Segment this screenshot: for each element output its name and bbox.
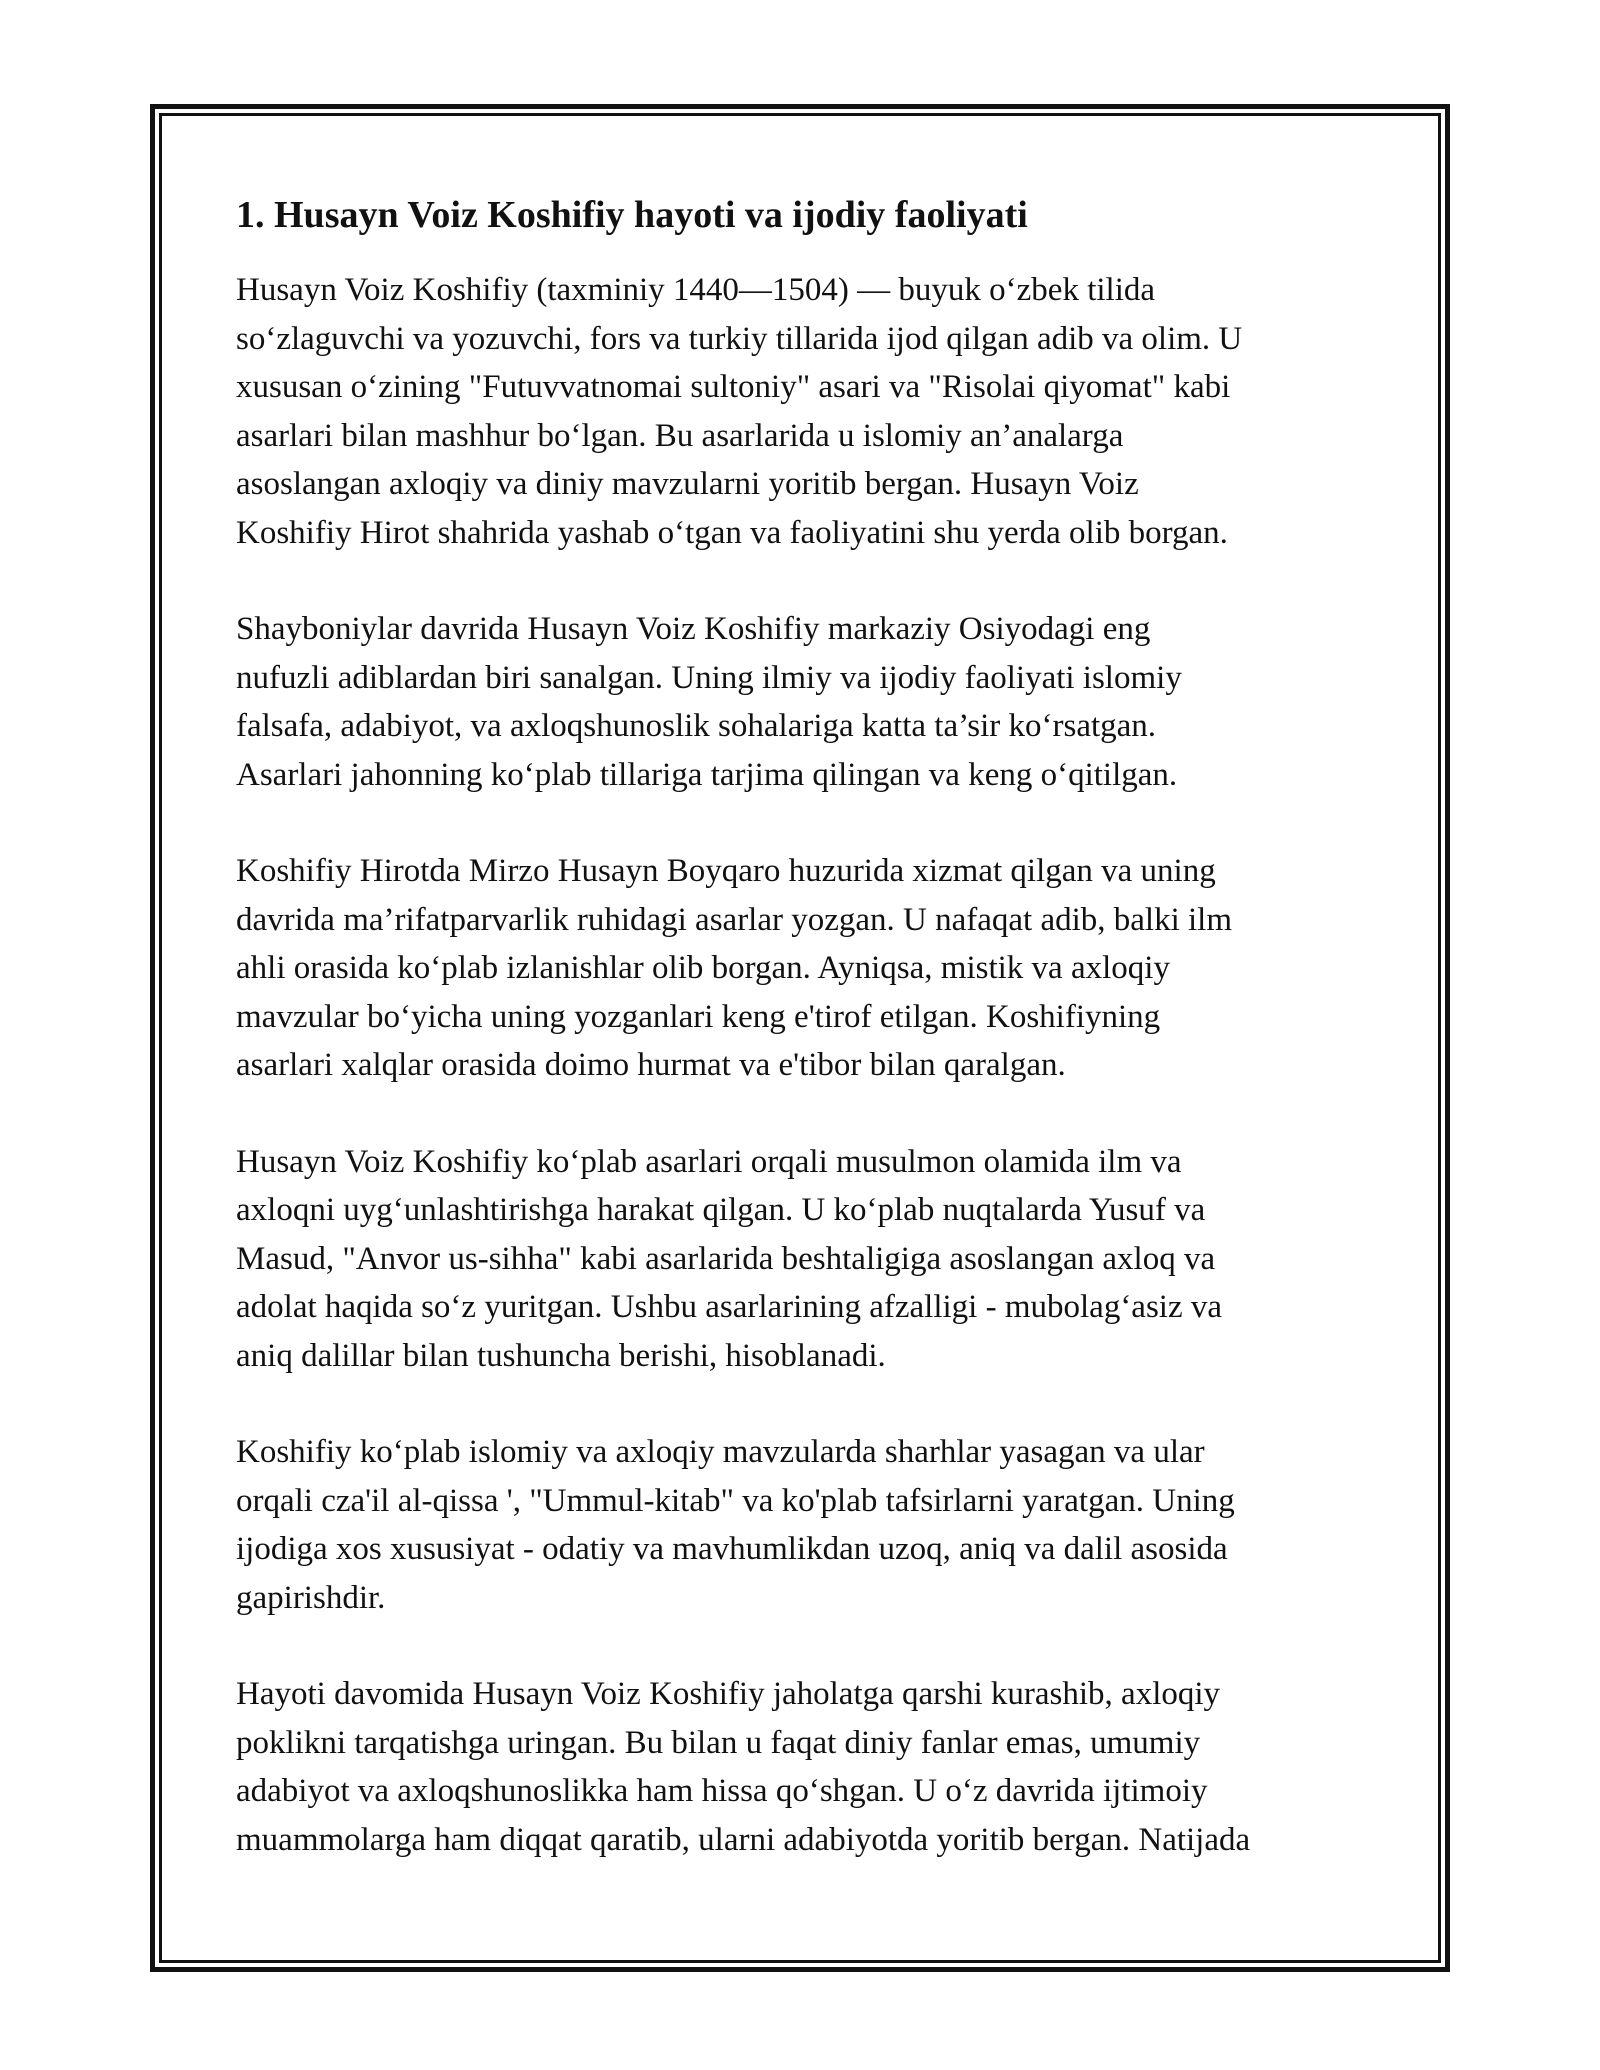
paragraph-1	[236, 266, 1376, 557]
text-line: adabiyot va axloqshunoslikka ham hissa qoʻshgan. U oʻz davrida ijtimoiy	[236, 1773, 1208, 1809]
text-line: soʻzlaguvchi va yozuvchi, fors va turkiy tillarida ijod qilgan adib va olim. U	[236, 320, 1243, 357]
text-line: xususan oʻzining "Futuvvatnomai sultoniy" asari va "Risolai qiyomat" kabi	[236, 369, 1231, 405]
text-line: Asarlari jahonning koʻplab tillariga tarjima qilingan va keng oʻqitilgan.	[236, 756, 1178, 793]
text-line: mavzular boʻyicha uning yozganlari keng e'tirof etilgan. Koshifiyning	[236, 998, 1161, 1035]
text-line: Shayboniylar davrida Husayn Voiz Koshifiy markaziy Osiyodagi eng	[236, 611, 1151, 647]
text-line: aniq dalillar bilan tushuncha berishi, hisoblanadi.	[236, 1337, 886, 1374]
text-line: Koshifiy Hirotda Mirzo Husayn Boyqaro huzurida xizmat qilgan va uning	[236, 853, 1216, 889]
paragraph-4	[236, 1138, 1376, 1381]
text-line: Husayn Voiz Koshifiy koʻplab asarlari orqali musulmon olamida ilm va	[236, 1143, 1182, 1180]
text-line: axloqni uygʻunlashtirishga harakat qilgan. U koʻplab nuqtalarda Yusuf va	[236, 1192, 1206, 1228]
document-body	[236, 188, 1376, 1912]
paragraph-6	[236, 1670, 1376, 1864]
text-line: asarlari xalqlar orasida doimo hurmat va e'tibor bilan qaralgan.	[236, 1047, 1066, 1083]
text-line: ahli orasida koʻplab izlanishlar olib borgan. Ayniqsa, mistik va axloqiy	[236, 950, 1170, 986]
section-title: 1. Husayn Voiz Koshifiy hayoti va ijodiy faoliyati	[236, 194, 1028, 236]
text-line: poklikni tarqatishga uringan. Bu bilan u faqat diniy fanlar emas, umumiy	[236, 1724, 1201, 1761]
text-line: asarlari bilan mashhur boʻlgan. Bu asarlarida u islomiy an’analarga	[236, 417, 1124, 454]
text-line: gapirishdir.	[236, 1579, 386, 1616]
text-line: Husayn Voiz Koshifiy (taxminiy 1440—1504) — buyuk oʻzbek tilida	[236, 272, 1156, 308]
text-line: falsafa, adabiyot, va axloqshunoslik sohalariga katta ta’sir koʻrsatgan.	[236, 708, 1157, 744]
text-line: Koshifiy Hirot shahrida yashab oʻtgan va faoliyatini shu yerda olib borgan.	[236, 514, 1228, 551]
text-line: nufuzli adiblardan biri sanalgan. Uning ilmiy va ijodiy faoliyati islomiy	[236, 659, 1182, 696]
paragraph-2	[236, 605, 1376, 799]
text-line: Hayoti davomida Husayn Voiz Koshifiy jaholatga qarshi kurashib, axloqiy	[236, 1676, 1221, 1712]
text-line: adolat haqida soʻz yuritgan. Ushbu asarlarining afzalligi - mubolagʻasiz va	[236, 1289, 1223, 1325]
text-line: orqali cza'il al-qissa ', "Ummul-kitab" va ko'plab tafsirlarni yaratgan. Uning	[236, 1482, 1235, 1519]
text-line: davrida ma’rifatparvarlik ruhidagi asarlar yozgan. U nafaqat adib, balki ilm	[236, 901, 1233, 938]
text-line: Koshifiy koʻplab islomiy va axloqiy mavzularda sharhlar yasagan va ular	[236, 1434, 1205, 1470]
text-line: muammolarga ham diqqat qaratib, ularni adabiyotda yoritib bergan. Natijada	[236, 1821, 1251, 1858]
text-line: ijodiga xos xususiyat - odatiy va mavhumlikdan uzoq, aniq va dalil asosida	[236, 1531, 1228, 1567]
paragraph-3	[236, 847, 1376, 1090]
text-line: Masud, "Anvor us-sihha" kabi asarlarida beshtaligiga asoslangan axloq va	[236, 1240, 1216, 1277]
text-line: asoslangan axloqiy va diniy mavzularni yoritib bergan. Husayn Voiz	[236, 466, 1139, 502]
paragraph-5	[236, 1428, 1376, 1622]
